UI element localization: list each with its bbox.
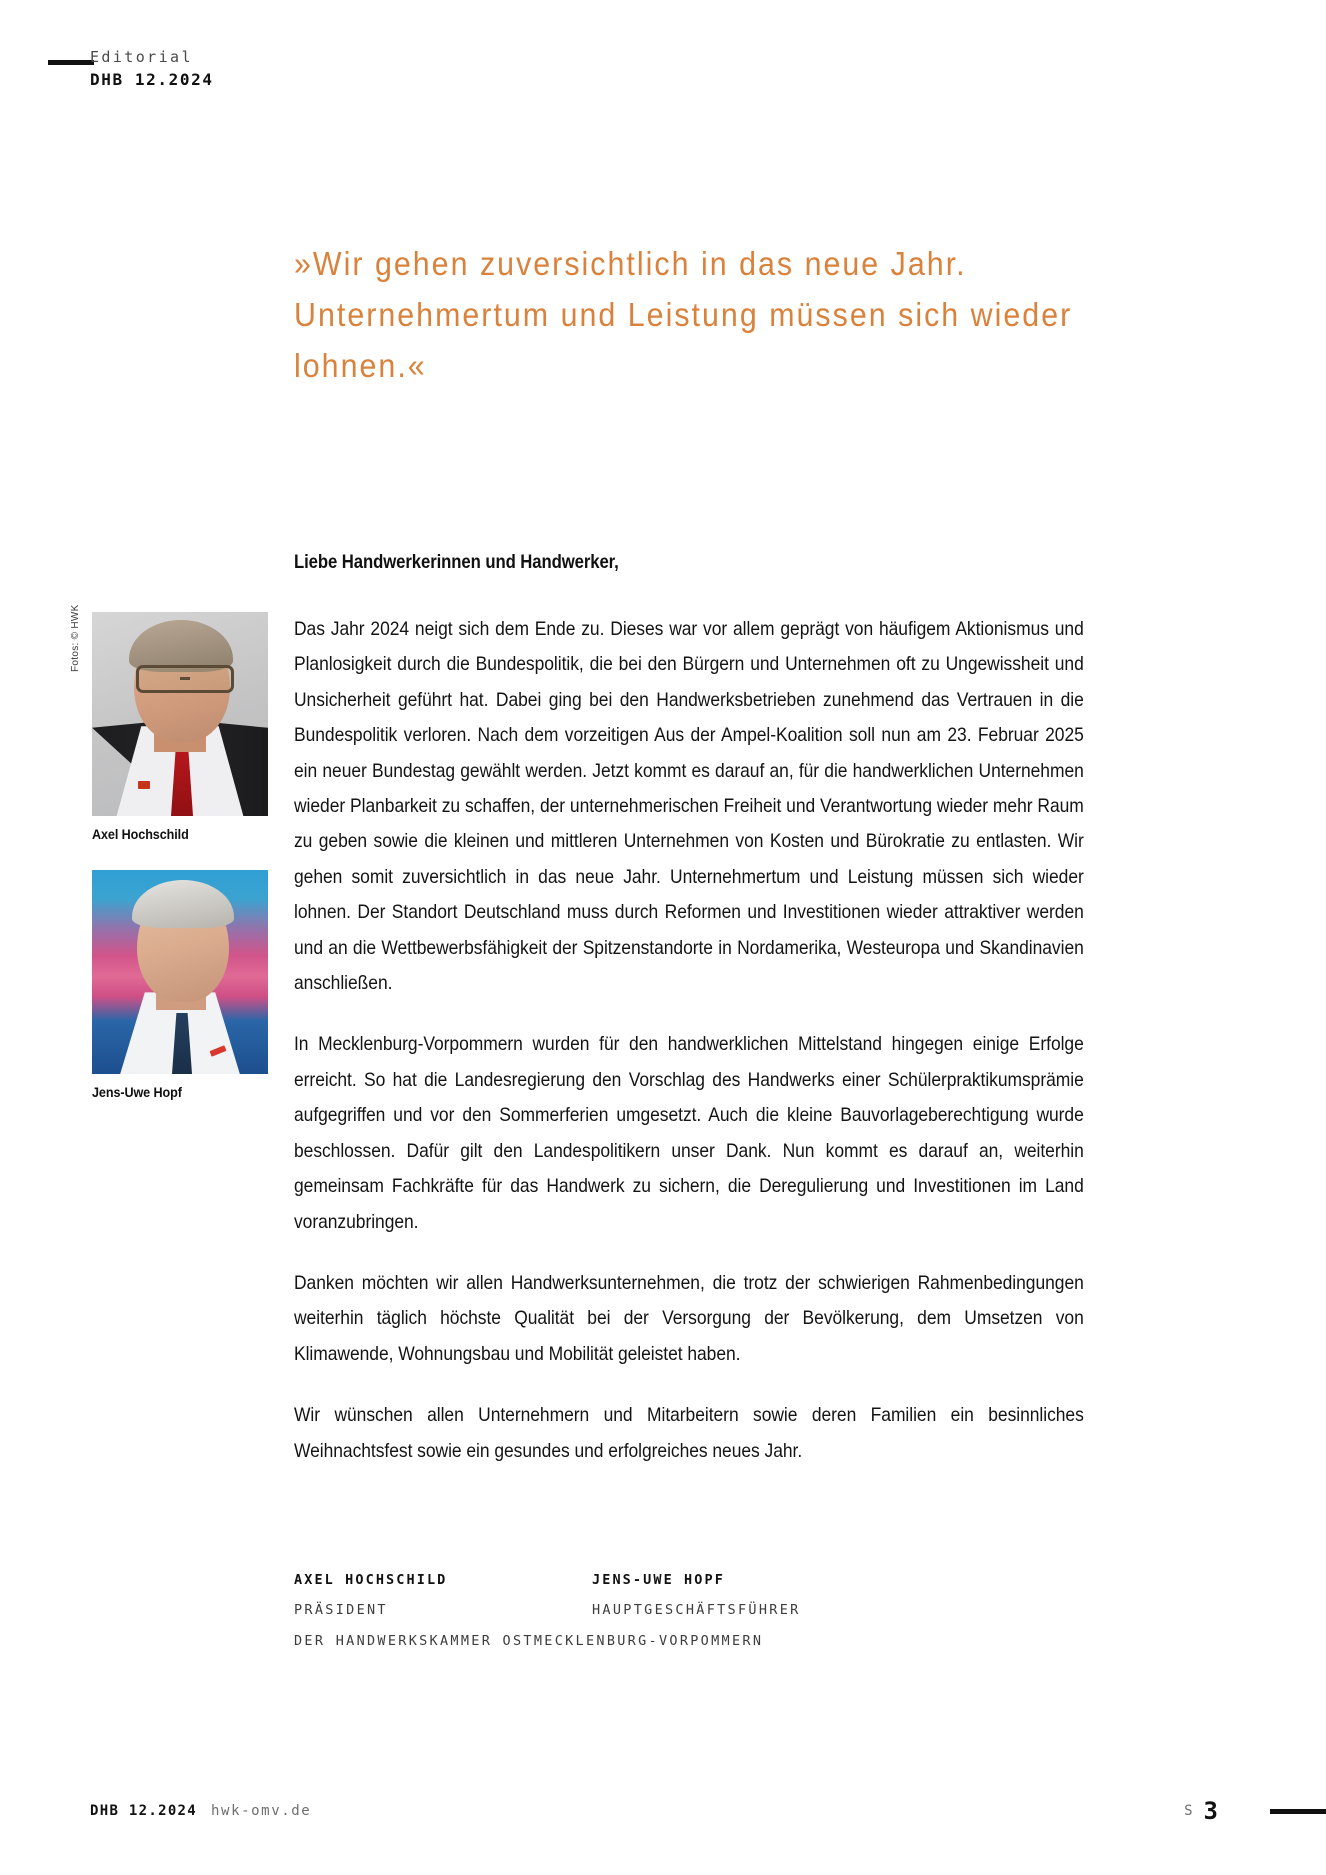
letter-body	[294, 612, 1084, 1469]
letter-paragraph: Wir wünschen allen Unternehmern und Mitarbeitern sowie deren Familien ein besinnliches Weihnachtsfest sowie ein gesundes und erfolgreiches neues Jahr.	[294, 1404, 1084, 1462]
signature-right-role	[592, 1595, 890, 1625]
signature-names-row	[294, 1565, 1124, 1595]
footer-rule	[1270, 1809, 1326, 1814]
header-rule	[48, 60, 94, 65]
page-header	[0, 24, 1326, 89]
letter-paragraph: In Mecklenburg-Vorpommern wurden für den handwerklichen Mittelstand hingegen einige Erfolge erreicht. So hat die Landesregierung den Vorschlag des Handwerks einer Schülerpraktikumsprämie aufgegriffen und vor den Sommerferien umgesetzt. Auch die kleine Bauvorlageberechtigung wurde beschlossen. Dafür gilt den Landespolitikern unser Dank. Nun kommt es darauf an, weiterhin gemeinsam Fachkräfte für das Handwerk zu sichern, die Deregulierung und Investitionen im Land voranzubringen.	[294, 1033, 1084, 1233]
photo-column	[70, 604, 272, 1128]
portrait-caption-1: Axel Hochschild	[92, 826, 189, 842]
signatory-role-right: HAUPTGESCHÄFTSFÜHRER	[592, 1602, 801, 1618]
portrait-caption-2: Jens-Uwe Hopf	[92, 1084, 182, 1100]
pull-quote: »Wir gehen zuversichtlich in das neue Jahr. Unternehmertum und Leistung müssen sich wieder lohnen.«	[294, 245, 1073, 384]
footer-right-group	[1184, 1799, 1326, 1823]
portrait-axel-hochschild	[92, 612, 268, 816]
page-prefix: S	[1184, 1803, 1194, 1819]
signature-roles-row	[294, 1595, 1124, 1625]
photo-credit: Fotos: © HWK	[70, 604, 81, 672]
section-kicker: Editorial	[90, 48, 193, 66]
glasses-icon	[136, 665, 234, 693]
footer-website-link[interactable]: hwk-omv.de	[211, 1803, 312, 1819]
signatory-name-right: JENS-UWE HOPF	[592, 1572, 725, 1588]
letter-paragraph: Das Jahr 2024 neigt sich dem Ende zu. Dieses war vor allem geprägt von häufigem Aktionismus und Planlosigkeit durch die Bundespolitik, die bei den Bürgern und Unternehmen oft zu Ungewissheit und Unsicherheit geführt hat. Dabei ging bei den Handwerksbetrieben zunehmend das Vertrauen in die Bundespolitik verloren. Nach dem vorzeitigen Aus der Ampel-Koalition soll nun am 23. Februar 2025 ein neuer Bundestag gewählt werden. Jetzt kommt es darauf an, für die handwerklichen Unternehmen wieder Planbarkeit zu schaffen, der unternehmerischen Freiheit und Verantwortung wieder mehr Raum zu geben sowie die kleinen und mittleren Unternehmen von Kosten und Bürokratie zu entlasten. Wir gehen somit zuversichtlich in das neue Jahr. Unternehmertum und Leistung müssen sich wieder lohnen. Der Standort Deutschland muss durch Reformen und Investitionen wieder attraktiver werden und an die Wettbewerbsfähigkeit der Spitzenstandorte in Nordamerika, Westeuropa und Skandinavien anschließen.	[294, 618, 1084, 995]
header-text-group	[90, 47, 214, 91]
signature-left	[294, 1565, 592, 1595]
signatory-name-left: AXEL HOCHSCHILD	[294, 1572, 448, 1588]
portrait-jens-uwe-hopf	[92, 870, 268, 1074]
page-footer	[0, 1797, 1326, 1829]
issue-label: DHB 12.2024	[90, 70, 214, 89]
signature-right	[592, 1565, 890, 1595]
signature-left-role	[294, 1595, 592, 1625]
page-number: 3	[1203, 1797, 1218, 1825]
footer-issue-label: DHB 12.2024	[90, 1803, 198, 1819]
letter-paragraph: Danken möchten wir allen Handwerksunternehmen, die trotz der schwierigen Rahmenbedingungen weiterhin täglich höchste Qualität bei der Versorgung der Bevölkerung, dem Umsetzen von Klimawende, Wohnungsbau und Mobilität geleistet haben.	[294, 1271, 1084, 1365]
signature-block	[294, 1565, 1124, 1656]
signatory-role-left: PRÄSIDENT	[294, 1602, 388, 1618]
footer-left-group	[90, 1803, 311, 1819]
signature-organisation: DER HANDWERKSKAMMER OSTMECKLENBURG-VORPOMMERN	[294, 1633, 764, 1649]
letter-salutation: Liebe Handwerkerinnen und Handwerker,	[294, 552, 619, 573]
portrait-lapel-pin	[138, 781, 150, 789]
